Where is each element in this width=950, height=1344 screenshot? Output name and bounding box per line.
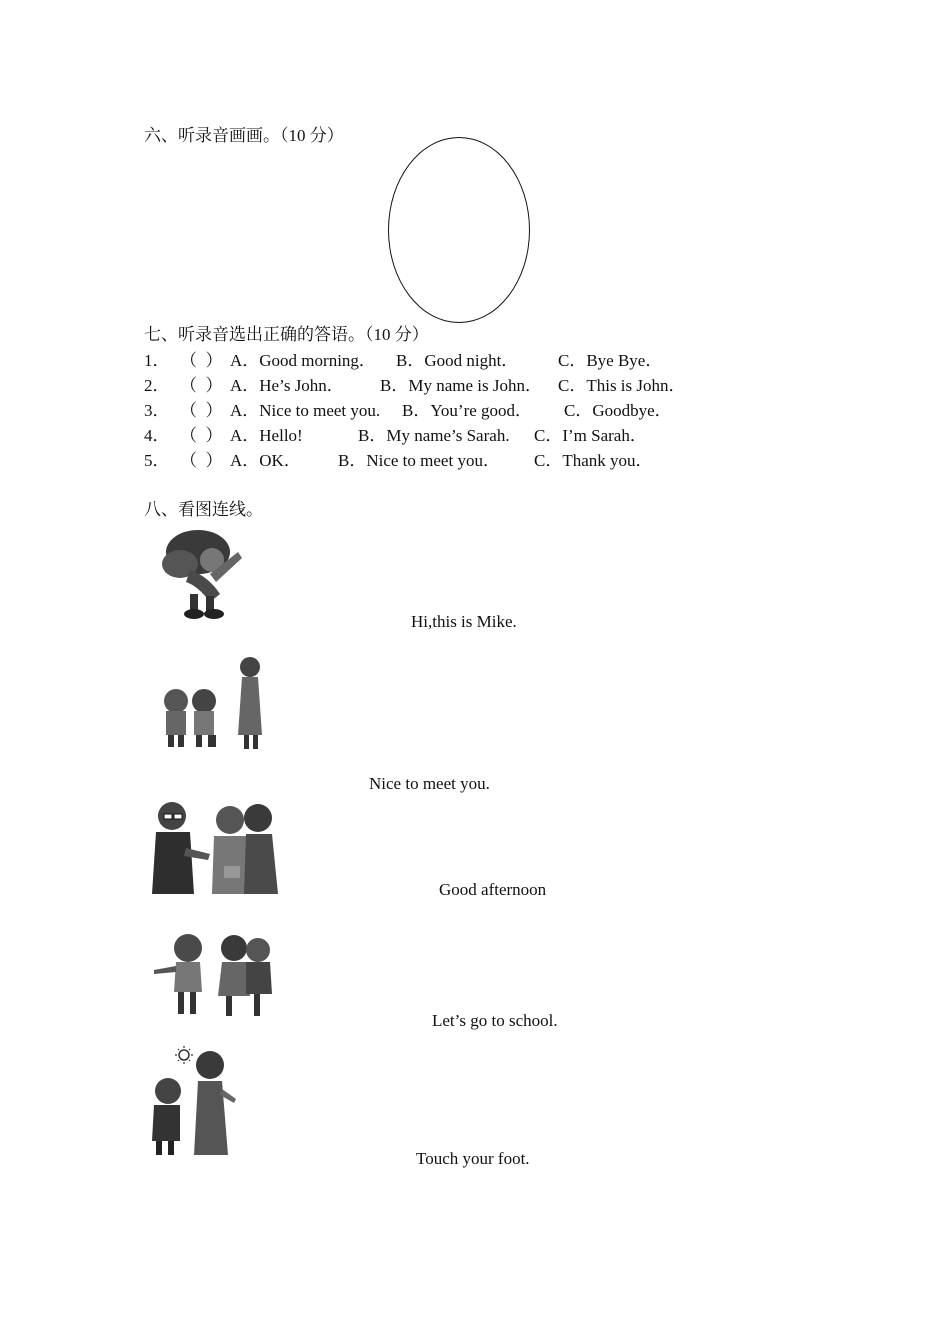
answer-paren[interactable]: （ ） — [180, 401, 223, 420]
question-number: 1． — [144, 351, 170, 370]
question-number: 4． — [144, 426, 170, 445]
section-7-title: 七、听录音选出正确的答语。（10 分） — [144, 325, 429, 344]
picture-boy-and-woman-sun[interactable] — [150, 1045, 244, 1159]
option-a: A．Hello! — [230, 426, 303, 445]
question-number: 5． — [144, 451, 170, 470]
phrase-good-afternoon[interactable]: Good afternoon — [439, 880, 547, 899]
drawing-oval — [388, 137, 530, 323]
option-b: B．Nice to meet you． — [338, 451, 500, 470]
section-6-title: 六、听录音画画。（10 分） — [144, 126, 344, 145]
answer-paren[interactable]: （ ） — [180, 426, 223, 445]
answer-paren[interactable]: （ ） — [180, 376, 223, 395]
option-a: A．Nice to meet you. — [230, 401, 381, 420]
option-b: B．You’re good． — [402, 401, 533, 420]
picture-girl-touching-foot[interactable] — [150, 524, 246, 622]
phrase-hi-this-is-mike[interactable]: Hi,this is Mike. — [411, 612, 517, 631]
option-c: C．Goodbye． — [564, 401, 672, 420]
option-b: B．My name is John． — [380, 376, 542, 395]
option-c: C．Thank you． — [534, 451, 653, 470]
answer-paren[interactable]: （ ） — [180, 451, 223, 470]
question-number: 3． — [144, 401, 170, 420]
option-c: C．I’m Sarah． — [534, 426, 647, 445]
phrase-touch-your-foot[interactable]: Touch your foot. — [416, 1149, 530, 1168]
option-c: C．Bye Bye． — [558, 351, 663, 370]
phrase-nice-to-meet-you[interactable]: Nice to meet you. — [369, 774, 490, 793]
section-8-title: 八、看图连线。 — [144, 500, 263, 519]
option-b: B．My name’s Sarah. — [358, 426, 510, 445]
picture-adults-shaking-hands[interactable] — [150, 796, 280, 896]
option-a: A．OK． — [230, 451, 301, 470]
option-a: A．Good morning． — [230, 351, 376, 370]
option-b: B．Good night． — [396, 351, 519, 370]
picture-kids-and-woman[interactable] — [150, 655, 270, 751]
phrase-lets-go-to-school[interactable]: Let’s go to school. — [432, 1011, 558, 1030]
picture-kids-waving[interactable] — [150, 930, 274, 1024]
answer-paren[interactable]: （ ） — [180, 351, 223, 370]
option-a: A．He’s John． — [230, 376, 344, 395]
option-c: C．This is John． — [558, 376, 686, 395]
question-number: 2． — [144, 376, 170, 395]
